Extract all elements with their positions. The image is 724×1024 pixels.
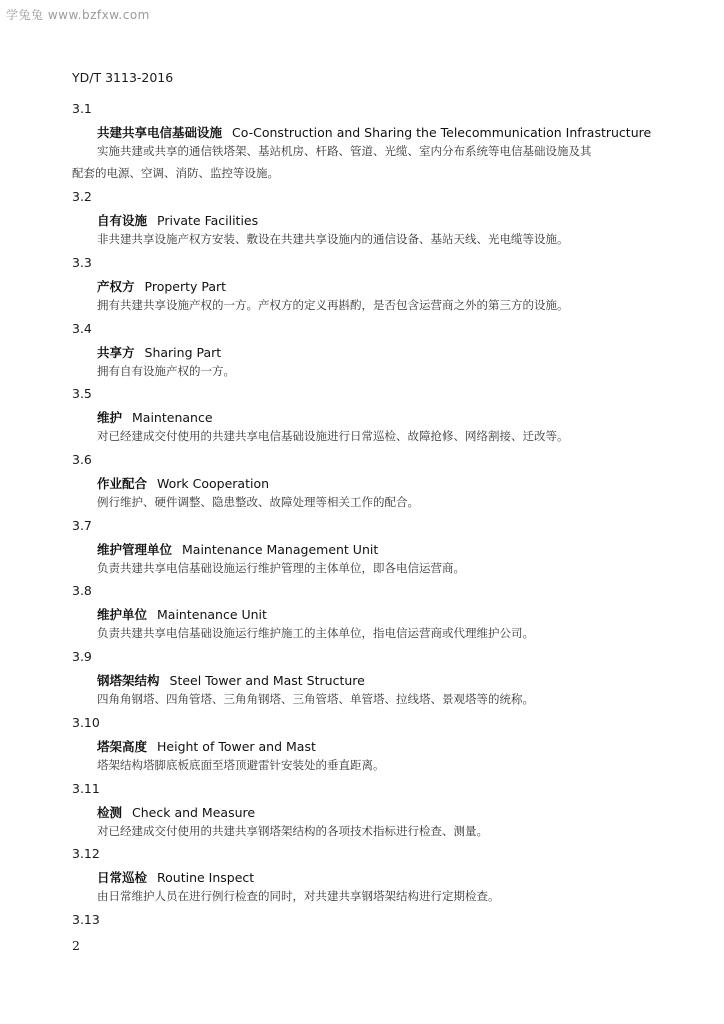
term-heading xyxy=(97,408,213,426)
term-heading xyxy=(97,540,378,558)
term-heading xyxy=(97,123,651,141)
term-number: 3.13 xyxy=(72,912,100,927)
term-number: 3.11 xyxy=(72,781,100,796)
term-name-en: Private Facilities xyxy=(157,213,259,228)
term-number: 3.6 xyxy=(72,452,92,467)
term-name-cn: 塔架高度 xyxy=(97,739,148,754)
term-number: 3.2 xyxy=(72,189,92,204)
term-name-en: Steel Tower and Mast Structure xyxy=(169,673,365,688)
term-name-cn: 维护 xyxy=(97,410,123,425)
document-code: YD/T 3113-2016 xyxy=(72,70,174,85)
term-name-cn: 日常巡检 xyxy=(97,870,148,885)
term-heading xyxy=(97,803,255,821)
term-definition: 对已经建成交付使用的共建共享钢塔架结构的各项技术指标进行检查、测量。 xyxy=(97,824,488,838)
term-name-en: Work Cooperation xyxy=(157,476,270,491)
term-name-cn: 维护管理单位 xyxy=(97,542,173,557)
term-name-en: Height of Tower and Mast xyxy=(157,739,316,754)
term-name-en: Co-Construction and Sharing the Telecommunication Infrastructure xyxy=(232,125,652,140)
term-name-en: Property Part xyxy=(144,279,227,294)
watermark: 学兔兔 www.bzfxw.com xyxy=(6,8,150,22)
term-number: 3.8 xyxy=(72,583,92,598)
term-heading xyxy=(97,277,226,295)
term-definition: 非共建共享设施产权方安装、敷设在共建共享设施内的通信设备、基站天线、光电缆等设施。 xyxy=(97,232,569,246)
term-heading xyxy=(97,671,365,689)
term-number: 3.4 xyxy=(72,321,92,336)
term-number: 3.5 xyxy=(72,386,92,401)
term-definition: 拥有共建共享设施产权的一方。产权方的定义再斟酌，是否包含运营商之外的第三方的设施。 xyxy=(97,298,569,312)
term-name-cn: 钢塔架结构 xyxy=(97,673,160,688)
term-definition: 塔架结构塔脚底板底面至塔顶避雷针安装处的垂直距离。 xyxy=(97,758,385,772)
term-heading xyxy=(97,737,316,755)
term-name-cn: 检测 xyxy=(97,805,123,820)
term-heading xyxy=(97,211,258,229)
term-definition: 四角角钢塔、四角管塔、三角角钢塔、三角管塔、单管塔、拉线塔、景观塔等的统称。 xyxy=(97,692,534,706)
term-definition: 对已经建成交付使用的共建共享电信基础设施进行日常巡检、故障抢修、网络割接、迁改等。 xyxy=(97,429,569,443)
term-name-cn: 维护单位 xyxy=(97,607,148,622)
term-heading xyxy=(97,868,254,886)
term-number: 3.12 xyxy=(72,846,100,861)
term-name-en: Maintenance Unit xyxy=(157,607,267,622)
term-name-en: Routine Inspect xyxy=(157,870,255,885)
term-name-cn: 共建共享电信基础设施 xyxy=(97,125,223,140)
page-number: 2 xyxy=(72,938,80,953)
term-definition: 由日常维护人员在进行例行检查的同时，对共建共享钢塔架结构进行定期检查。 xyxy=(97,889,500,903)
term-heading xyxy=(97,605,267,623)
term-number: 3.9 xyxy=(72,649,92,664)
term-name-cn: 作业配合 xyxy=(97,476,148,491)
term-number: 3.3 xyxy=(72,255,92,270)
term-name-en: Sharing Part xyxy=(144,345,222,360)
term-number: 3.7 xyxy=(72,518,92,533)
term-name-en: Check and Measure xyxy=(132,805,256,820)
term-heading xyxy=(97,474,269,492)
term-name-cn: 产权方 xyxy=(97,279,135,294)
term-definition: 负责共建共享电信基础设施运行维护施工的主体单位，指电信运营商或代理维护公司。 xyxy=(97,626,534,640)
term-number: 3.1 xyxy=(72,101,92,116)
term-definition: 拥有自有设施产权的一方。 xyxy=(97,364,235,378)
term-definition: 例行维护、硬件调整、隐患整改、故障处理等相关工作的配合。 xyxy=(97,495,419,509)
term-definition-continued: 配套的电源、空调、消防、监控等设施。 xyxy=(72,166,279,180)
term-definition: 负责共建共享电信基础设施运行维护管理的主体单位，即各电信运营商。 xyxy=(97,561,465,575)
term-heading xyxy=(97,343,221,361)
term-definition: 实施共建或共享的通信铁塔架、基站机房、杆路、管道、光缆、室内分布系统等电信基础设施及其 xyxy=(97,144,592,158)
term-name-en: Maintenance Management Unit xyxy=(182,542,379,557)
term-name-cn: 自有设施 xyxy=(97,213,148,228)
term-name-cn: 共享方 xyxy=(97,345,135,360)
term-name-en: Maintenance xyxy=(132,410,213,425)
term-number: 3.10 xyxy=(72,715,100,730)
